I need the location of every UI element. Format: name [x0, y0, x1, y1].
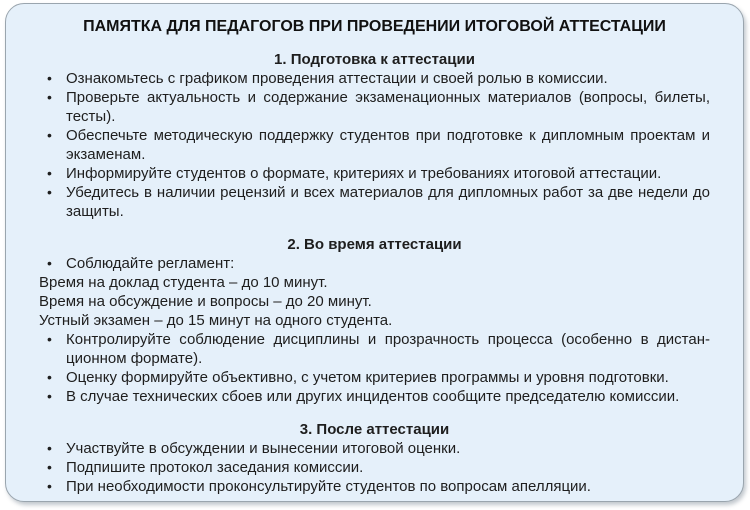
list-item: • Участвуйте в обсуждении и вынесении итоговой оценки.: [39, 439, 710, 458]
section-heading-after: 3. После аттестации: [299, 421, 450, 438]
section-heading-preparation: 1. Подготовка к аттестации: [274, 51, 475, 68]
list-item: • При необходимости проконсультируйте студентов по вопросам апелляции.: [39, 477, 710, 496]
list-item: Устный экзамен – до 15 минут на одного студента.: [39, 312, 393, 329]
page-title: ПАМЯТКА ДЛЯ ПЕДАГОГОВ ПРИ ПРОВЕДЕНИИ ИТОГОВОЙ АТТЕСТАЦИИ: [83, 18, 666, 35]
list-item: • Оценку формируйте объективно, с учетом критериев программы и уровня подготовки.: [39, 368, 710, 387]
list-item: • Контролируйте соблюдение дисциплины и прозрачность процесса (особенно в дистанционном формате).: [39, 330, 710, 368]
list-item: • Подпишите протокол заседания комиссии.: [39, 458, 710, 477]
list-item: • Проверьте актуальность и содержание экзаменационных материалов (вопросы, билеты, тесты).: [39, 88, 710, 126]
during-list: [39, 254, 710, 406]
list-item: • Убедитесь в наличии рецензий и всех материалов для дипломных работ за две недели до защиты.: [39, 183, 710, 221]
list-item: • В случае технических сбоев или других инцидентов сообщите председателю комиссии.: [39, 387, 710, 406]
after-list: [39, 439, 710, 496]
preparation-list: [39, 69, 710, 221]
list-item: • Обеспечьте методическую поддержку студентов при подготовке к дипломным проектам и экзаменам.: [39, 126, 710, 164]
list-item: Время на доклад студента – до 10 минут.: [39, 274, 328, 291]
list-item: • Соблюдайте регламент:: [39, 254, 710, 273]
memo-panel: [5, 3, 744, 502]
list-item: • Информируйте студентов о формате, критериях и требованиях итоговой аттестации.: [39, 164, 710, 183]
list-item: • Ознакомьтесь с графиком проведения аттестации и своей ролью в комиссии.: [39, 69, 710, 88]
section-heading-during: 2. Во время аттестации: [287, 236, 462, 253]
list-item: Время на обсуждение и вопросы – до 20 минут.: [39, 293, 372, 310]
